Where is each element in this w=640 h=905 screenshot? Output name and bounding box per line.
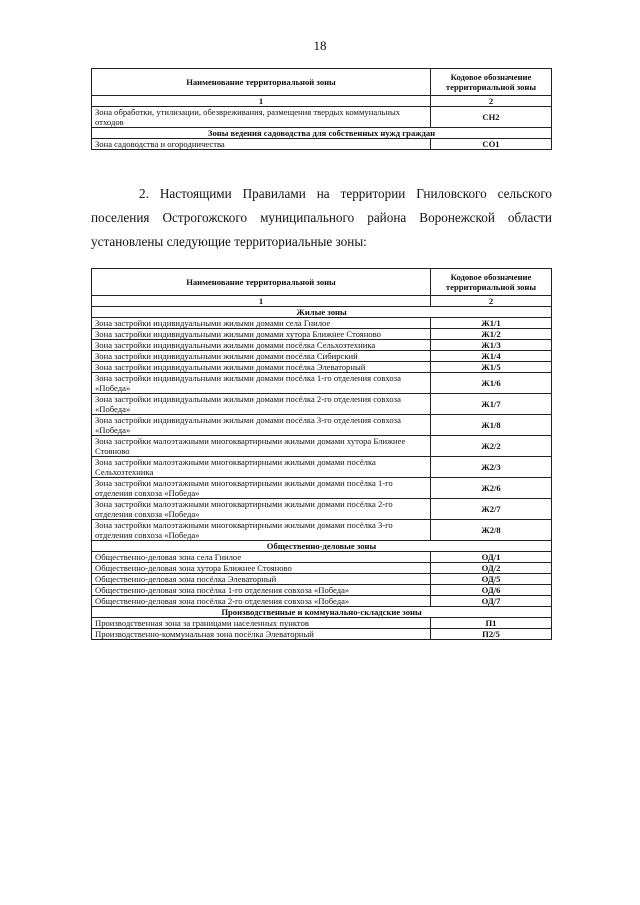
table-row [92,107,552,128]
table-body [92,307,552,640]
section-row [92,607,552,618]
body-paragraph [91,182,552,254]
page-number: 18 [313,38,327,53]
table-row [92,596,552,607]
column-header-code: Кодовое обозначение территориальной зоны [431,69,552,96]
zone-name-cell: Общественно-деловая зона хутора Ближнее Стояново [92,563,431,574]
table-row [92,415,552,436]
zone-name-cell: Зона застройки индивидуальными жилыми домами хутора Ближнее Стояново [92,329,431,340]
zone-code-cell: Ж1/7 [431,394,552,415]
zone-name-cell: Зона застройки индивидуальными жилыми домами посёлка Сибирский [92,351,431,362]
zone-code-cell: Ж1/8 [431,415,552,436]
table-row [92,139,552,150]
table-row [92,618,552,629]
table-row [92,318,552,329]
zone-name-cell: Зона застройки малоэтажными многоквартирными жилыми домами посёлка 3-го отделения совхоза «Победа» [92,520,431,541]
section-title: Общественно-деловые зоны [92,541,552,552]
column-number-name: 1 [92,296,431,307]
table-row [92,329,552,340]
zone-name-cell: Зона застройки индивидуальными жилыми домами посёлка 1-го отделения совхоза «Победа» [92,373,431,394]
section-title: Производственные и коммунально-складские зоны [92,607,552,618]
zone-name-cell: Производственная зона за границами населенных пунктов [92,618,431,629]
zone-name-cell: Зона застройки малоэтажными многоквартирными жилыми домами посёлка 1-го отделения совхоза «Победа» [92,478,431,499]
zone-code-cell: Ж2/7 [431,499,552,520]
zone-name-cell: Зона застройки индивидуальными жилыми домами посёлка Элеваторный [92,362,431,373]
zone-name-cell: Зона застройки индивидуальными жилыми домами посёлка 3-го отделения совхоза «Победа» [92,415,431,436]
section-row [92,307,552,318]
zone-name-cell: Общественно-деловая зона посёлка 2-го отделения совхоза «Победа» [92,596,431,607]
table-row [92,351,552,362]
zone-code-cell: Ж1/1 [431,318,552,329]
zone-code-cell: Ж1/6 [431,373,552,394]
column-number-code: 2 [431,96,552,107]
section-title: Зоны ведения садоводства для собственных нужд граждан [92,128,552,139]
table-row [92,436,552,457]
table-row [92,394,552,415]
table-row [92,478,552,499]
zone-code-cell: Ж1/3 [431,340,552,351]
table-row [92,574,552,585]
zone-code-cell: СН2 [431,107,552,128]
table-row [92,585,552,596]
zone-name-cell: Зона застройки малоэтажными многоквартирными жилыми домами посёлка Сельхозтехника [92,457,431,478]
zone-name-cell: Зона обработки, утилизации, обезвреживания, размещения твердых коммунальных отходов [92,107,431,128]
zone-name-cell: Зона застройки индивидуальными жилыми домами села Гнилое [92,318,431,329]
table-row [92,340,552,351]
zone-code-cell: Ж2/6 [431,478,552,499]
zone-name-cell: Общественно-деловая зона посёлка Элеваторный [92,574,431,585]
zone-name-cell: Зона садоводства и огородничества [92,139,431,150]
zone-name-cell: Производственно-коммунальная зона посёлка Элеваторный [92,629,431,640]
zone-code-cell: Ж2/2 [431,436,552,457]
zone-name-cell: Общественно-деловая зона села Гнилое [92,552,431,563]
column-number-name: 1 [92,96,431,107]
zone-code-cell: Ж2/3 [431,457,552,478]
zone-code-cell: СО1 [431,139,552,150]
zone-name-cell: Зона застройки индивидуальными жилыми домами посёлка Сельхозтехника [92,340,431,351]
zone-code-cell: ОД/1 [431,552,552,563]
zone-code-cell: ОД/6 [431,585,552,596]
zone-code-cell: ОД/2 [431,563,552,574]
table-row [92,520,552,541]
zones-table-2 [91,268,552,640]
table-row [92,552,552,563]
zone-name-cell: Зона застройки малоэтажными многоквартирными жилыми домами посёлка 2-го отделения совхоза «Победа» [92,499,431,520]
zone-code-cell: П1 [431,618,552,629]
zone-code-cell: ОД/5 [431,574,552,585]
zone-name-cell: Общественно-деловая зона посёлка 1-го отделения совхоза «Победа» [92,585,431,596]
section-title: Жилые зоны [92,307,552,318]
zone-code-cell: Ж2/8 [431,520,552,541]
section-row [92,128,552,139]
zone-code-cell: Ж1/2 [431,329,552,340]
column-header-name: Наименование территориальной зоны [92,269,431,296]
zone-code-cell: ОД/7 [431,596,552,607]
table-row [92,362,552,373]
table-row [92,629,552,640]
paragraph-text: 2. Настоящими Правилами на территории Гниловского сельского поселения Острогожского муниципального района Воронежской области установлены следующие территориальные зоны: [91,186,552,249]
zone-code-cell: Ж1/4 [431,351,552,362]
table-row [92,373,552,394]
zone-name-cell: Зона застройки индивидуальными жилыми домами посёлка 2-го отделения совхоза «Победа» [92,394,431,415]
section-row [92,541,552,552]
column-header-code: Кодовое обозначение территориальной зоны [431,269,552,296]
table-row [92,457,552,478]
column-number-code: 2 [431,296,552,307]
table-body [92,107,552,150]
table-row [92,563,552,574]
zones-table-1 [91,68,552,150]
zone-name-cell: Зона застройки малоэтажными многоквартирными жилыми домами хутора Ближнее Стояново [92,436,431,457]
zone-code-cell: Ж1/5 [431,362,552,373]
column-header-name: Наименование территориальной зоны [92,69,431,96]
zone-code-cell: П2/5 [431,629,552,640]
table-row [92,499,552,520]
